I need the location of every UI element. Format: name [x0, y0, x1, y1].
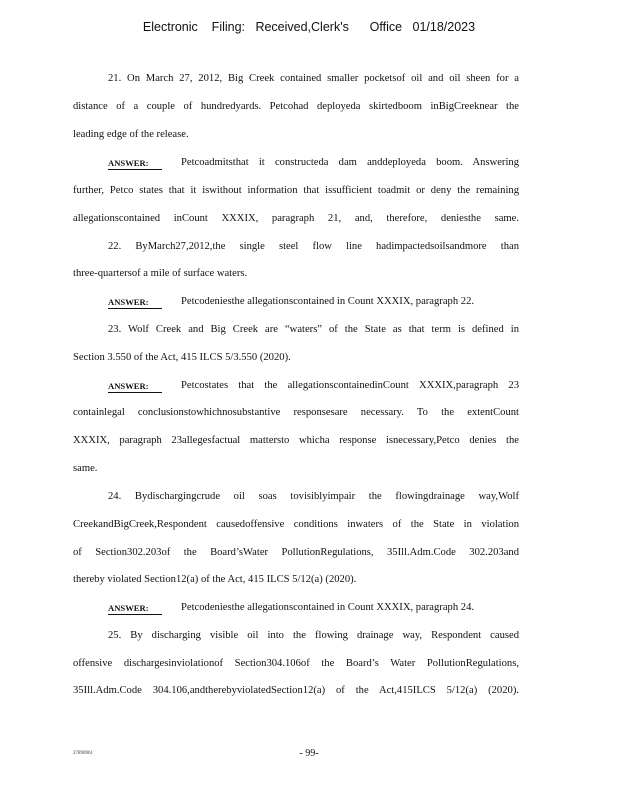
answer-24-line: Petcodeniesthe allegationscontained in Count XXXIX, paragraph 24. — [181, 602, 475, 613]
answer-label: ANSWER: — [108, 158, 149, 168]
paragraph-24-line: 24. Bydischargingcrude oil soas tovisiblyimpair the flowingdrainage way,Wolf — [108, 491, 519, 502]
answer-underline — [108, 614, 162, 615]
paragraph-25-line: offensive dischargesinviolationof Section304.106of the Board’s Water PollutionRegulations, — [73, 658, 519, 669]
paragraph-21-line: leading edge of the release. — [73, 129, 189, 140]
answer-underline — [108, 169, 162, 170]
answer-23-line: Petcostates that the allegationscontainedinCount XXXIX,paragraph 23 — [181, 380, 519, 391]
answer-label: ANSWER: — [108, 297, 149, 307]
paragraph-24-line: of Section302.203of the Board’sWater PollutionRegulations, 35Ill.Adm.Code 302.203and — [73, 547, 519, 558]
paragraph-24-line: CreekandBigCreek,Respondent causedoffensive conditions inwaters of the State in violation — [73, 519, 519, 530]
answer-label: ANSWER: — [108, 381, 149, 391]
document-id: 27890961 — [73, 751, 93, 756]
paragraph-24-line: thereby violated Section12(a) of the Act, 415 ILCS 5/12(a) (2020). — [73, 574, 357, 585]
page-number: - 99- — [299, 748, 319, 759]
paragraph-21-line: 21. On March 27, 2012, Big Creek contained smaller pocketsof oil and oil sheen for a — [108, 73, 519, 84]
answer-23-line: same. — [73, 463, 98, 474]
answer-21-line: allegationscontained inCount XXXIX, paragraph 21, and, therefore, deniesthe same. — [73, 213, 519, 224]
paragraph-25-line: 35Ill.Adm.Code 304.106,andtherebyviolatedSection12(a) of the Act,415ILCS 5/12(a) (2020). — [73, 685, 519, 696]
paragraph-23-line: 23. Wolf Creek and Big Creek are “waters” of the State as that term is defined in — [108, 324, 519, 335]
paragraph-23-line: Section 3.550 of the Act, 415 ILCS 5/3.550 (2020). — [73, 352, 291, 363]
electronic-filing-stamp: Electronic Filing: Received,Clerk's Office 01/18/2023 — [142, 20, 476, 34]
answer-underline — [108, 308, 162, 309]
answer-underline — [108, 392, 162, 393]
answer-22-line: Petcodeniesthe allegationscontained in Count XXXIX, paragraph 22. — [181, 296, 475, 307]
paragraph-25-line: 25. By discharging visible oil into the flowing drainage way, Respondent caused — [108, 630, 519, 641]
paragraph-22-line: three-quartersof a mile of surface waters. — [73, 268, 248, 279]
paragraph-22-line: 22. ByMarch27,2012,the single steel flow line hadimpactedsoilsandmore than — [108, 241, 519, 252]
paragraph-21-line: distance of a couple of hundredyards. Petcohad deployeda skirtedboom inBigCreeknear the — [73, 101, 519, 112]
answer-label: ANSWER: — [108, 603, 149, 613]
answer-21-line: further, Petco states that it iswithout information that issufficient toadmit or deny the remaining — [73, 185, 519, 196]
answer-23-line: XXXIX, paragraph 23allegesfactual mattersto whicha response isnecessary,Petco denies the — [73, 435, 519, 446]
answer-21-line: Petcoadmitsthat it constructeda dam anddeployeda boom. Answering — [181, 157, 519, 168]
answer-23-line: containlegal conclusionstowhichnosubstantive responsesare necessary. To the extentCount — [73, 407, 519, 418]
